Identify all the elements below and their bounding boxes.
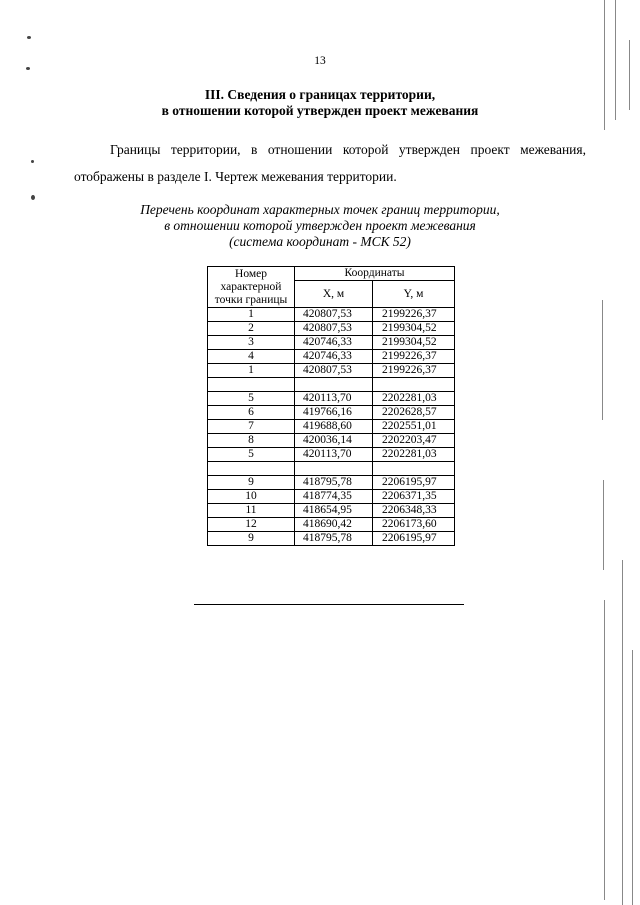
table-caption-line-2: в отношении которой утвержден проект межевания	[164, 218, 476, 233]
y-coordinate-cell: 2202628,57	[373, 406, 455, 420]
section-title	[0, 87, 640, 119]
y-coordinate-cell	[373, 378, 455, 392]
point-number-cell: 9	[208, 476, 295, 490]
x-coordinate-cell: 418690,42	[295, 518, 373, 532]
scan-edge-line	[632, 650, 633, 905]
table-row	[208, 308, 455, 322]
point-number-cell: 10	[208, 490, 295, 504]
table-row	[208, 532, 455, 546]
point-number-cell: 5	[208, 448, 295, 462]
point-number-cell: 7	[208, 420, 295, 434]
scan-edge-line	[603, 480, 604, 570]
header-point-number: Номер характерной точки границы	[208, 267, 295, 308]
table-row	[208, 322, 455, 336]
scan-edge-line	[622, 560, 623, 905]
x-coordinate-cell: 418795,78	[295, 532, 373, 546]
scan-mark	[31, 160, 34, 163]
y-coordinate-cell: 2199226,37	[373, 364, 455, 378]
coordinates-table-body	[208, 308, 455, 546]
point-number-cell	[208, 378, 295, 392]
table-row	[208, 462, 455, 476]
x-coordinate-cell: 418795,78	[295, 476, 373, 490]
point-number-cell: 1	[208, 308, 295, 322]
header-y: Y, м	[373, 281, 455, 308]
y-coordinate-cell: 2202281,03	[373, 448, 455, 462]
point-number-cell: 4	[208, 350, 295, 364]
point-number-cell	[208, 462, 295, 476]
point-number-cell: 9	[208, 532, 295, 546]
scan-edge-line	[602, 300, 603, 420]
table-row	[208, 364, 455, 378]
page-number: 13	[314, 55, 326, 67]
x-coordinate-cell: 420113,70	[295, 392, 373, 406]
section-title-line-1: III. Сведения о границах территории,	[204, 87, 436, 102]
y-coordinate-cell: 2202203,47	[373, 434, 455, 448]
body-paragraph	[74, 136, 586, 190]
x-coordinate-cell: 420113,70	[295, 448, 373, 462]
table-row	[208, 420, 455, 434]
y-coordinate-cell	[373, 462, 455, 476]
y-coordinate-cell: 2206195,97	[373, 476, 455, 490]
point-number-cell: 3	[208, 336, 295, 350]
y-coordinate-cell: 2206371,35	[373, 490, 455, 504]
x-coordinate-cell	[295, 378, 373, 392]
y-coordinate-cell: 2199226,37	[373, 308, 455, 322]
x-coordinate-cell	[295, 462, 373, 476]
table-row	[208, 350, 455, 364]
x-coordinate-cell: 420746,33	[295, 336, 373, 350]
x-coordinate-cell: 419766,16	[295, 406, 373, 420]
scan-mark	[26, 67, 30, 70]
table-row	[208, 476, 455, 490]
y-coordinate-cell: 2202551,01	[373, 420, 455, 434]
section-title-line-2: в отношении которой утвержден проект межевания	[161, 103, 479, 118]
x-coordinate-cell: 419688,60	[295, 420, 373, 434]
y-coordinate-cell: 2199226,37	[373, 350, 455, 364]
table-row	[208, 448, 455, 462]
point-number-cell: 8	[208, 434, 295, 448]
bottom-rule	[194, 604, 464, 605]
header-coordinates: Координаты	[295, 267, 455, 281]
body-paragraph-line-1: Границы территории, в отношении которой утвержден проект межевания,	[110, 142, 586, 157]
x-coordinate-cell: 420746,33	[295, 350, 373, 364]
body-paragraph-line-2: отображены в разделе I. Чертеж межевания территории.	[74, 169, 397, 184]
table-row	[208, 504, 455, 518]
scan-mark	[27, 36, 31, 39]
point-number-cell: 6	[208, 406, 295, 420]
y-coordinate-cell: 2206173,60	[373, 518, 455, 532]
table-row	[208, 392, 455, 406]
scan-edge-line	[615, 0, 616, 120]
table-caption-line-3: (система координат - МСК 52)	[229, 234, 411, 249]
scan-edge-line	[604, 0, 605, 130]
y-coordinate-cell: 2199304,52	[373, 322, 455, 336]
point-number-cell: 11	[208, 504, 295, 518]
x-coordinate-cell: 418654,95	[295, 504, 373, 518]
table-caption	[0, 202, 640, 250]
x-coordinate-cell: 420807,53	[295, 364, 373, 378]
coordinates-table	[207, 266, 455, 546]
table-row	[208, 490, 455, 504]
table-row	[208, 406, 455, 420]
point-number-cell: 2	[208, 322, 295, 336]
scan-edge-line	[604, 600, 605, 900]
table-row	[208, 434, 455, 448]
table-row	[208, 518, 455, 532]
x-coordinate-cell: 418774,35	[295, 490, 373, 504]
table-row	[208, 378, 455, 392]
point-number-cell: 1	[208, 364, 295, 378]
scan-edge-line	[629, 40, 630, 110]
y-coordinate-cell: 2206348,33	[373, 504, 455, 518]
x-coordinate-cell: 420807,53	[295, 322, 373, 336]
header-x: X, м	[295, 281, 373, 308]
point-number-cell: 12	[208, 518, 295, 532]
point-number-cell: 5	[208, 392, 295, 406]
x-coordinate-cell: 420807,53	[295, 308, 373, 322]
y-coordinate-cell: 2199304,52	[373, 336, 455, 350]
table-caption-line-1: Перечень координат характерных точек границ территории,	[140, 202, 500, 217]
y-coordinate-cell: 2206195,97	[373, 532, 455, 546]
y-coordinate-cell: 2202281,03	[373, 392, 455, 406]
scan-mark	[31, 195, 35, 200]
x-coordinate-cell: 420036,14	[295, 434, 373, 448]
table-row	[208, 336, 455, 350]
